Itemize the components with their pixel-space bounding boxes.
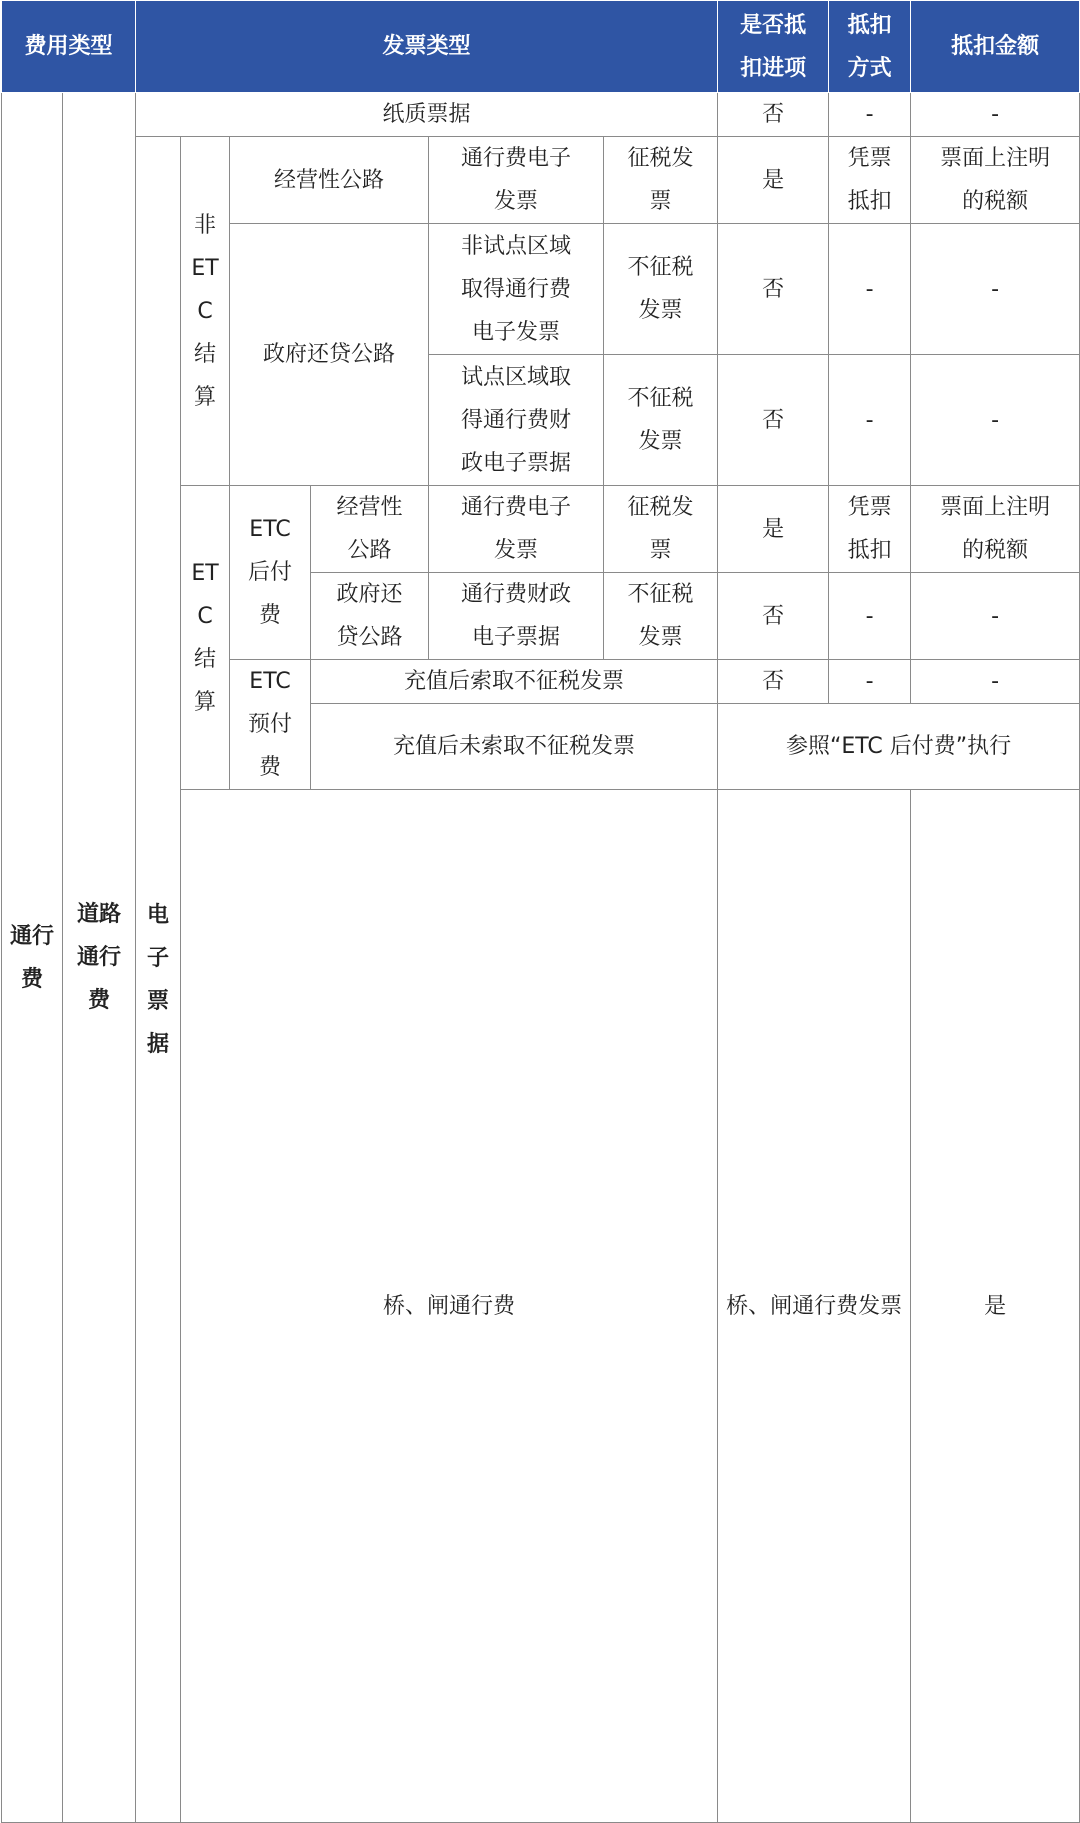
bridge-deductible: 是 <box>911 790 1080 1823</box>
header-fee-type: 费用类型 <box>2 1 136 93</box>
etc-gov-road: 政府还 贷公路 <box>311 573 429 660</box>
gov-nonpilot-tax: 不征税 发票 <box>604 224 718 355</box>
label-e-ticket: 电子票据 <box>136 137 181 1823</box>
header-deductible: 是否抵 扣进项 <box>718 1 829 93</box>
etc-gov-deductible: 否 <box>718 573 829 660</box>
etc-commercial-invoice: 通行费电子 发票 <box>429 486 604 573</box>
etc-commercial-method: 凭票 抵扣 <box>829 486 911 573</box>
gov-pilot-method: - <box>829 355 911 486</box>
etc-gov-tax: 不征税 发票 <box>604 573 718 660</box>
header-invoice-type: 发票类型 <box>136 1 718 93</box>
commercial-invoice: 通行费电子 发票 <box>429 137 604 224</box>
gov-nonpilot-deductible: 否 <box>718 224 829 355</box>
table-row-paper <box>2 93 1080 137</box>
label-etc-pre: ETC 预付 费 <box>230 660 311 790</box>
label-non-etc: 非ETC结算 <box>181 137 230 486</box>
toll-deduction-table <box>1 0 1080 1823</box>
etc-pre-requested-invoice: 充值后索取不征税发票 <box>311 660 718 704</box>
commercial-tax: 征税发 票 <box>604 137 718 224</box>
header-row <box>2 1 1080 93</box>
label-etc-post: ETC 后付 费 <box>230 486 311 660</box>
gov-pilot-amount: - <box>911 355 1080 486</box>
etc-commercial-road: 经营性 公路 <box>311 486 429 573</box>
header-amount: 抵扣金额 <box>911 1 1080 93</box>
paper-amount: - <box>911 93 1080 137</box>
header-method: 抵扣 方式 <box>829 1 911 93</box>
etc-commercial-deductible: 是 <box>718 486 829 573</box>
bridge-fee: 桥、闸通行费 <box>181 790 718 1823</box>
commercial-road: 经营性公路 <box>230 137 429 224</box>
label-etc: ETC结算 <box>181 486 230 790</box>
etc-pre-not-requested-invoice: 充值后未索取不征税发票 <box>311 704 718 790</box>
gov-pilot-invoice: 试点区域取 得通行费财 政电子票据 <box>429 355 604 486</box>
etc-pre-requested-amount: - <box>911 660 1080 704</box>
etc-gov-invoice: 通行费财政 电子票据 <box>429 573 604 660</box>
etc-pre-requested-method: - <box>829 660 911 704</box>
commercial-method: 凭票 抵扣 <box>829 137 911 224</box>
gov-pilot-deductible: 否 <box>718 355 829 486</box>
etc-pre-not-requested-reference: 参照“ETC 后付费”执行 <box>718 704 1080 790</box>
gov-road: 政府还贷公路 <box>230 224 429 486</box>
commercial-deductible: 是 <box>718 137 829 224</box>
label-toll: 通行费 <box>2 93 63 1823</box>
etc-commercial-amount: 票面上注明 的税额 <box>911 486 1080 573</box>
paper-invoice: 纸质票据 <box>136 93 718 137</box>
etc-pre-requested-deductible: 否 <box>718 660 829 704</box>
label-road-toll: 道路通行费 <box>63 93 136 1823</box>
etc-gov-amount: - <box>911 573 1080 660</box>
paper-method: - <box>829 93 911 137</box>
etc-gov-method: - <box>829 573 911 660</box>
paper-deductible: 否 <box>718 93 829 137</box>
etc-commercial-tax: 征税发 票 <box>604 486 718 573</box>
gov-nonpilot-method: - <box>829 224 911 355</box>
gov-nonpilot-amount: - <box>911 224 1080 355</box>
gov-pilot-tax: 不征税 发票 <box>604 355 718 486</box>
bridge-invoice: 桥、闸通行费发票 <box>718 790 911 1823</box>
table-row-commercial <box>2 137 1080 224</box>
commercial-amount: 票面上注明 的税额 <box>911 137 1080 224</box>
gov-nonpilot-invoice: 非试点区域 取得通行费 电子发票 <box>429 224 604 355</box>
